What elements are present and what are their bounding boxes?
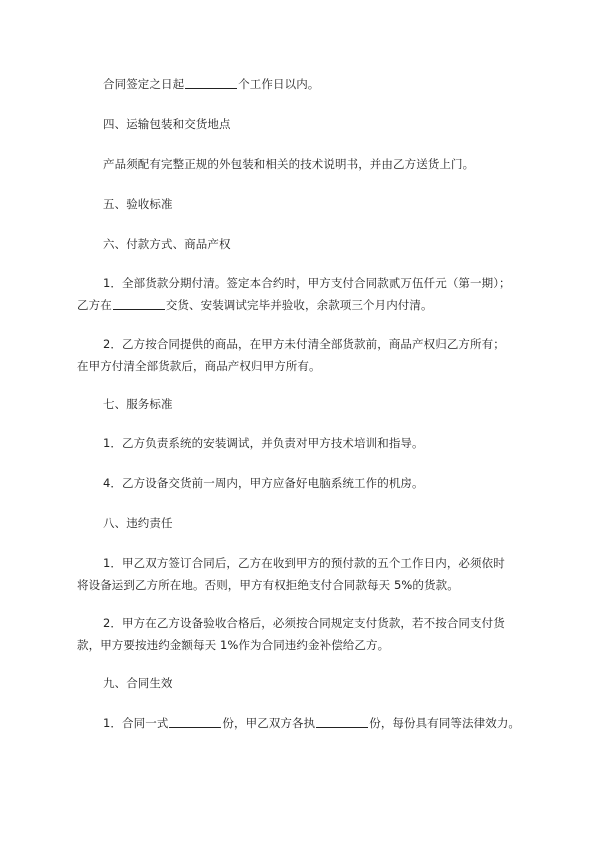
blank-field[interactable] (185, 76, 237, 89)
service-clause-4: 4．乙方设备交货前一周内，甲方应备好电脑系统工作的机房。 (103, 476, 424, 490)
clause-text: 个工作日以内。 (238, 77, 320, 91)
section-heading-5: 五、验收标准 (103, 197, 173, 211)
clause-line-1: 1．甲乙双方签订合同后，乙方在收到甲方的预付款的五个工作日内，必须依时 (103, 556, 505, 570)
clause-text: 份，每份具有同等法律效力。 (369, 716, 521, 730)
section-heading-9: 九、合同生效 (103, 676, 173, 690)
clause-text: 交货、安装调试完毕并验收，余款项三个月内付清。 (165, 298, 433, 312)
clause-text: 份，甲乙双方各执 (222, 716, 316, 730)
payment-clause-1 (77, 272, 563, 316)
blank-field[interactable] (113, 297, 165, 310)
clause-line-1: 1．全部货款分期付清。签定本合约时，甲方支付合同款贰万伍仟元（第一期）； (103, 276, 511, 290)
clause-line-2: 在甲方付清全部货款后，商品产权归甲方所有。 (77, 359, 321, 373)
section-heading-7: 七、服务标准 (103, 397, 173, 411)
clause-line-1: 2．乙方按合同提供的商品，在甲方未付清全部货款前，商品产权归乙方所有； (103, 337, 505, 351)
clause-text: 1．合同一式 (103, 716, 169, 730)
payment-clause-2 (77, 333, 563, 377)
breach-clause-1 (77, 552, 563, 596)
section-heading-8: 八、违约责任 (103, 516, 173, 530)
section-heading-4: 四、运输包装和交货地点 (103, 117, 231, 131)
clause-line-2: 将设备运到乙方所在地。否则，甲方有权拒绝支付合同款每天 5%的货款。 (77, 578, 459, 592)
delivery-time-clause (103, 73, 563, 95)
clause-line-2 (77, 294, 563, 316)
clause-line-2: 款，甲方要按违约金额每天 1%作为合同违约金补偿给乙方。 (77, 638, 390, 652)
effect-clause-1 (103, 712, 563, 734)
clause-line-1: 2．甲方在乙方设备验收合格后，必须按合同规定支付货款，若不按合同支付货 (103, 616, 505, 630)
breach-clause-2 (77, 612, 563, 656)
clause-text: 乙方在 (77, 298, 112, 312)
blank-field[interactable] (169, 715, 221, 728)
blank-field[interactable] (316, 715, 368, 728)
clause-text: 合同签定之日起 (103, 77, 185, 91)
service-clause-1: 1．乙方负责系统的安装调试，并负责对甲方技术培训和指导。 (103, 436, 424, 450)
packaging-clause: 产品须配有完整正规的外包装和相关的技术说明书，并由乙方送货上门。 (103, 157, 475, 171)
section-heading-6: 六、付款方式、商品产权 (103, 237, 231, 251)
